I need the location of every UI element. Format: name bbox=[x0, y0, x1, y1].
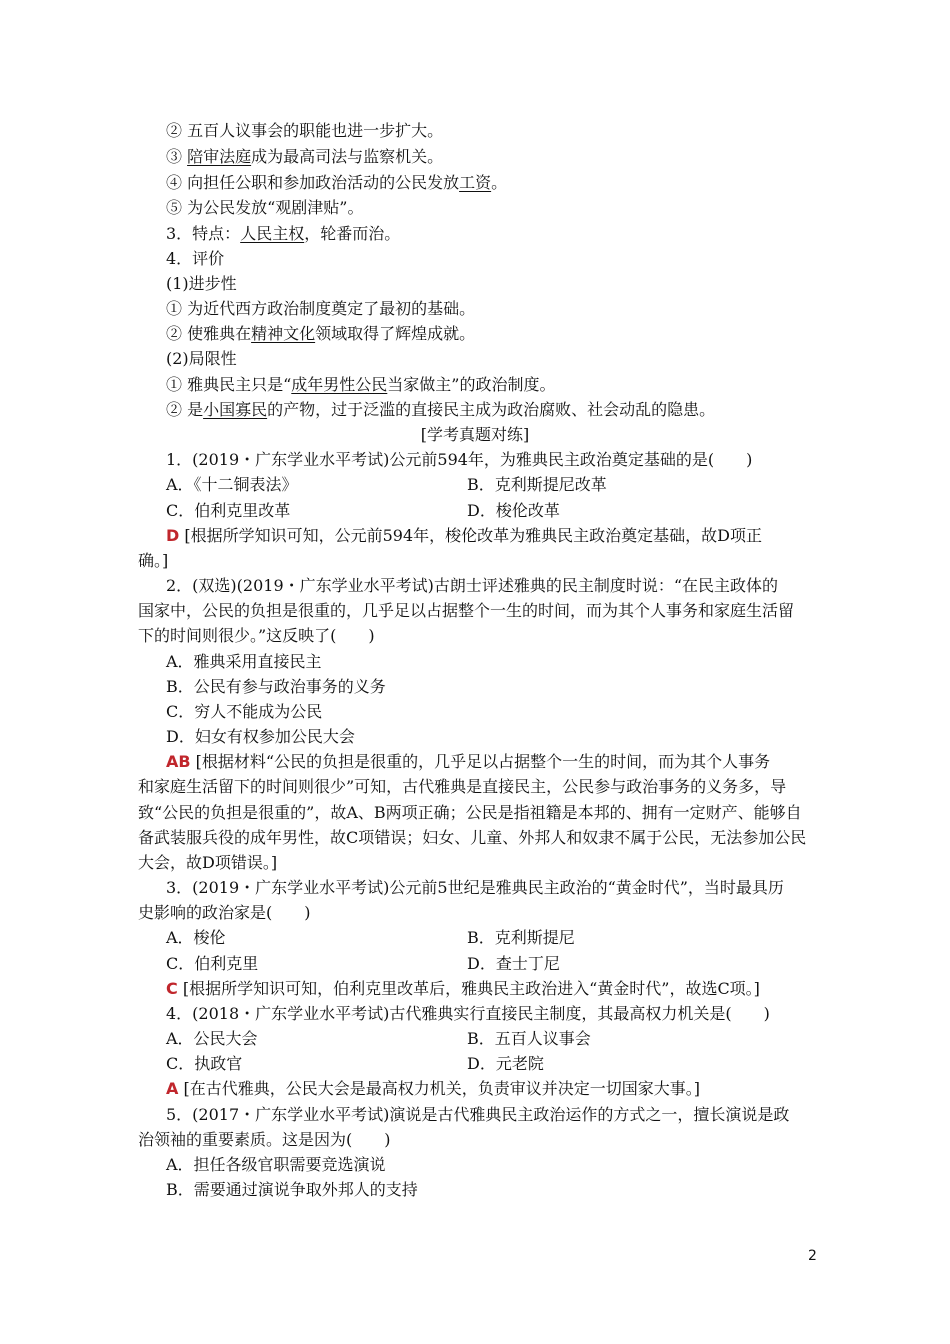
question-1-options-row-1 bbox=[166, 474, 607, 496]
underlined-term: 小国寡民 bbox=[203, 400, 268, 419]
limitation-heading: (2)局限性 bbox=[166, 349, 237, 368]
progress-item-2: ② 使雅典在精神文化领域取得了辉煌成就。 bbox=[166, 324, 476, 343]
option-c: C．伯利克里改革 bbox=[166, 501, 291, 520]
option-c: C．穷人不能成为公民 bbox=[166, 702, 323, 721]
option-b: B．五百人议事会 bbox=[467, 1029, 591, 1048]
answer-key: D bbox=[166, 526, 180, 545]
question-1-explanation: D [根据所学知识可知，公元前594年，梭伦改革为雅典民主政治奠定基础，故D项正 bbox=[166, 526, 762, 545]
question-3-explanation: C [根据所学知识可知，伯利克里改革后，雅典民主政治进入“黄金时代”，故选C项。] bbox=[166, 979, 760, 998]
question-1-explanation-cont: 确。] bbox=[138, 551, 169, 570]
option-b: B．需要通过演说争取外邦人的支持 bbox=[166, 1180, 418, 1199]
reform-item-5: ⑤ 为公民发放“观剧津贴”。 bbox=[166, 198, 364, 217]
page-number: 2 bbox=[808, 1248, 817, 1264]
option-b: B．克利斯提尼改革 bbox=[467, 475, 607, 494]
option-d: D．查士丁尼 bbox=[467, 954, 560, 973]
limitation-item-1: ① 雅典民主只是“成年男性公民当家做主”的政治制度。 bbox=[166, 375, 556, 394]
answer-key: C bbox=[166, 979, 178, 998]
question-2-stem: 2．(双选)(2019・广东学业水平考试)古朗士评述雅典的民主制度时说：“在民主政体的 bbox=[166, 576, 779, 595]
question-2-explanation-cont: 大会，故D项错误。] bbox=[138, 853, 278, 872]
option-a: A．《十二铜表法》 bbox=[166, 475, 298, 494]
option-b: B．克利斯提尼 bbox=[467, 928, 575, 947]
question-3-stem: 3．(2019・广东学业水平考试)公元前5世纪是雅典民主政治的“黄金时代”，当时最具历 bbox=[166, 878, 784, 897]
question-4-stem: 4．(2018・广东学业水平考试)古代雅典实行直接民主制度，其最高权力机关是( ) bbox=[166, 1004, 770, 1023]
underlined-term: 人民主权 bbox=[240, 224, 305, 243]
option-c: C．执政官 bbox=[166, 1054, 243, 1073]
question-3-options-row-2 bbox=[166, 953, 560, 975]
question-4-options-row-2 bbox=[166, 1053, 544, 1075]
question-1-options-row-2 bbox=[166, 500, 560, 522]
section-title: [学考真题对练] bbox=[420, 425, 530, 444]
question-3-stem-cont: 史影响的政治家是( ) bbox=[138, 903, 311, 922]
question-2-explanation: AB [根据材料“公民的负担是很重的，几乎足以占据整个一生的时间，而为其个人事务 bbox=[166, 752, 771, 771]
option-a: A．担任各级官职需要竞选演说 bbox=[166, 1155, 386, 1174]
option-d: D．元老院 bbox=[467, 1054, 544, 1073]
question-2-explanation-cont: 致“公民的负担是很重的”，故A、B两项正确；公民是指祖籍是本邦的、拥有一定财产、能够自 bbox=[138, 803, 802, 822]
option-a: A．公民大会 bbox=[166, 1029, 258, 1048]
limitation-item-2: ② 是小国寡民的产物，过于泛滥的直接民主成为政治腐败、社会动乱的隐患。 bbox=[166, 400, 716, 419]
underlined-term: 工资 bbox=[459, 173, 492, 192]
question-2-explanation-cont: 备武装服兵役的成年男性，故C项错误；妇女、儿童、外邦人和奴隶不属于公民，无法参加公民 bbox=[138, 828, 807, 847]
option-d: D．妇女有权参加公民大会 bbox=[166, 727, 355, 746]
option-b: B．公民有参与政治事务的义务 bbox=[166, 677, 386, 696]
question-2-stem-cont: 下的时间则很少。”这反映了( ) bbox=[138, 626, 375, 645]
option-a: A．梭伦 bbox=[166, 928, 226, 947]
underlined-term: 精神文化 bbox=[251, 324, 316, 343]
option-c: C．伯利克里 bbox=[166, 954, 259, 973]
reform-item-3: ③ 陪审法庭成为最高司法与监察机关。 bbox=[166, 147, 444, 166]
question-5-stem: 5．(2017・广东学业水平考试)演说是古代雅典民主政治运作的方式之一，擅长演说是政 bbox=[166, 1105, 790, 1124]
question-1-stem: 1．(2019・广东学业水平考试)公元前594年，为雅典民主政治奠定基础的是( ) bbox=[166, 450, 753, 469]
question-4-explanation: A [在古代雅典，公民大会是最高权力机关，负责审议并决定一切国家大事。] bbox=[166, 1079, 700, 1098]
underlined-term: 陪审法庭 bbox=[187, 147, 252, 166]
question-4-options-row-1 bbox=[166, 1028, 591, 1050]
answer-key: AB bbox=[166, 752, 191, 771]
reform-item-4: ④ 向担任公职和参加政治活动的公民发放工资。 bbox=[166, 173, 508, 192]
option-a: A．雅典采用直接民主 bbox=[166, 652, 322, 671]
question-5-stem-cont: 治领袖的重要素质。这是因为( ) bbox=[138, 1130, 391, 1149]
progress-heading: (1)进步性 bbox=[166, 274, 237, 293]
question-3-options-row-1 bbox=[166, 927, 575, 949]
evaluation-heading: 4．评价 bbox=[166, 249, 225, 268]
reform-item-2: ② 五百人议事会的职能也进一步扩大。 bbox=[166, 121, 444, 140]
option-d: D．梭伦改革 bbox=[467, 501, 560, 520]
answer-key: A bbox=[166, 1079, 179, 1098]
feature-line: 3．特点：人民主权，轮番而治。 bbox=[166, 224, 401, 243]
question-2-stem-cont: 国家中，公民的负担是很重的，几乎足以占据整个一生的时间，而为其个人事务和家庭生活留 bbox=[138, 601, 795, 620]
underlined-term: 成年男性公民 bbox=[291, 375, 388, 394]
progress-item-1: ① 为近代西方政治制度奠定了最初的基础。 bbox=[166, 299, 476, 318]
question-2-explanation-cont: 和家庭生活留下的时间则很少”可知，古代雅典是直接民主，公民参与政治事务的义务多，导 bbox=[138, 777, 787, 796]
